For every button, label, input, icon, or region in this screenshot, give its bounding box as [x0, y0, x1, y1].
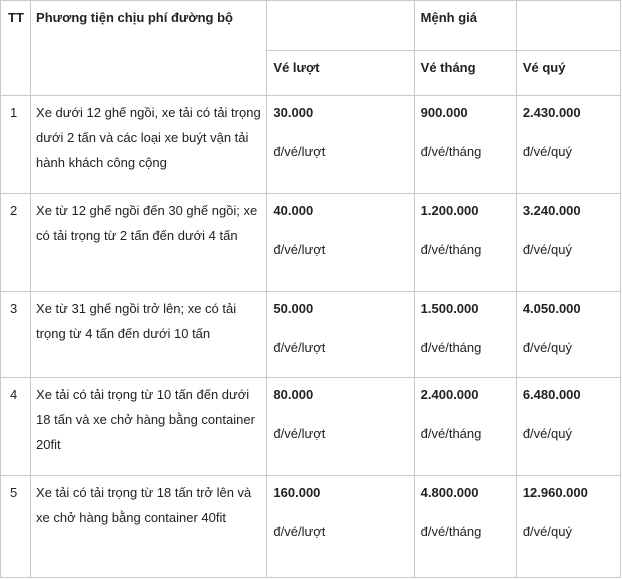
row-index: 1: [10, 105, 18, 120]
quarter-price: 3.240.000: [522, 203, 581, 218]
table-row: [1, 378, 621, 476]
month-unit: đ/vé/tháng: [420, 144, 482, 159]
quarter-price: 12.960.000: [522, 485, 588, 500]
quarter-price: 6.480.000: [522, 387, 581, 402]
trip-price: 80.000: [273, 387, 314, 402]
quarter-unit: đ/vé/quý: [522, 144, 572, 159]
month-price-cell: [414, 292, 516, 378]
quarter-price-cell: [516, 194, 620, 292]
month-unit: đ/vé/tháng: [420, 524, 482, 539]
month-unit: đ/vé/tháng: [420, 242, 482, 257]
month-price: 4.800.000: [420, 485, 479, 500]
month-price-cell: [414, 194, 516, 292]
quarter-unit: đ/vé/quý: [522, 524, 572, 539]
row-index: 3: [10, 301, 18, 316]
trip-unit: đ/vé/lượt: [273, 242, 326, 257]
quarter-price: 4.050.000: [522, 301, 581, 316]
month-price-cell: [414, 476, 516, 578]
trip-unit: đ/vé/lượt: [273, 144, 326, 159]
month-price-cell: [414, 378, 516, 476]
quarter-price-cell: [516, 292, 620, 378]
header-row-top: [1, 1, 621, 51]
month-price-cell: [414, 96, 516, 194]
quarter-price: 2.430.000: [522, 105, 581, 120]
trip-price-cell: [267, 194, 414, 292]
vehicle-description: Xe từ 31 ghế ngồi trở lên; xe có tải trọng từ 4 tấn đến dưới 10 tấn: [31, 292, 267, 378]
quarter-price-cell: [516, 96, 620, 194]
trip-price: 30.000: [273, 105, 314, 120]
row-index: 5: [10, 485, 18, 500]
header-per-month: Vé tháng: [414, 51, 516, 96]
table-row: [1, 96, 621, 194]
header-per-trip: Vé lượt: [267, 51, 414, 96]
vehicle-description: Xe tải có tải trọng từ 18 tấn trở lên và xe chở hàng bằng container 40fit: [31, 476, 267, 578]
table-row: [1, 292, 621, 378]
vehicle-description: Xe dưới 12 ghế ngồi, xe tải có tải trọng dưới 2 tấn và các loại xe buýt vận tải hành khách công cộng: [31, 96, 267, 194]
trip-unit: đ/vé/lượt: [273, 426, 326, 441]
trip-price: 160.000: [273, 485, 321, 500]
month-unit: đ/vé/tháng: [420, 426, 482, 441]
quarter-unit: đ/vé/quý: [522, 340, 572, 355]
header-price-group: Mệnh giá: [414, 1, 516, 51]
trip-price: 50.000: [273, 301, 314, 316]
trip-price: 40.000: [273, 203, 314, 218]
quarter-price-cell: [516, 476, 620, 578]
quarter-unit: đ/vé/quý: [522, 242, 572, 257]
quarter-price-cell: [516, 378, 620, 476]
month-price: 2.400.000: [420, 387, 479, 402]
vehicle-description: Xe tải có tải trọng từ 10 tấn đến dưới 18 tấn và xe chở hàng bằng container 20fit: [31, 378, 267, 476]
trip-price-cell: [267, 96, 414, 194]
table-row: [1, 194, 621, 292]
month-unit: đ/vé/tháng: [420, 340, 482, 355]
trip-price-cell: [267, 292, 414, 378]
month-price: 1.200.000: [420, 203, 479, 218]
header-vehicle: Phương tiện chịu phí đường bộ: [31, 1, 267, 96]
row-index: 4: [10, 387, 18, 402]
header-empty-cell: [267, 1, 414, 51]
trip-unit: đ/vé/lượt: [273, 340, 326, 355]
table-row: [1, 476, 621, 578]
header-tt: TT: [1, 1, 31, 96]
trip-price-cell: [267, 476, 414, 578]
quarter-unit: đ/vé/quý: [522, 426, 572, 441]
row-index: 2: [10, 203, 18, 218]
trip-price-cell: [267, 378, 414, 476]
month-price: 1.500.000: [420, 301, 479, 316]
header-per-quarter: Vé quý: [516, 51, 620, 96]
header-empty-cell: [516, 1, 620, 51]
vehicle-description: Xe từ 12 ghế ngồi đến 30 ghế ngồi; xe có tải trọng từ 2 tấn đến dưới 4 tấn: [31, 194, 267, 292]
trip-unit: đ/vé/lượt: [273, 524, 326, 539]
month-price: 900.000: [420, 105, 468, 120]
